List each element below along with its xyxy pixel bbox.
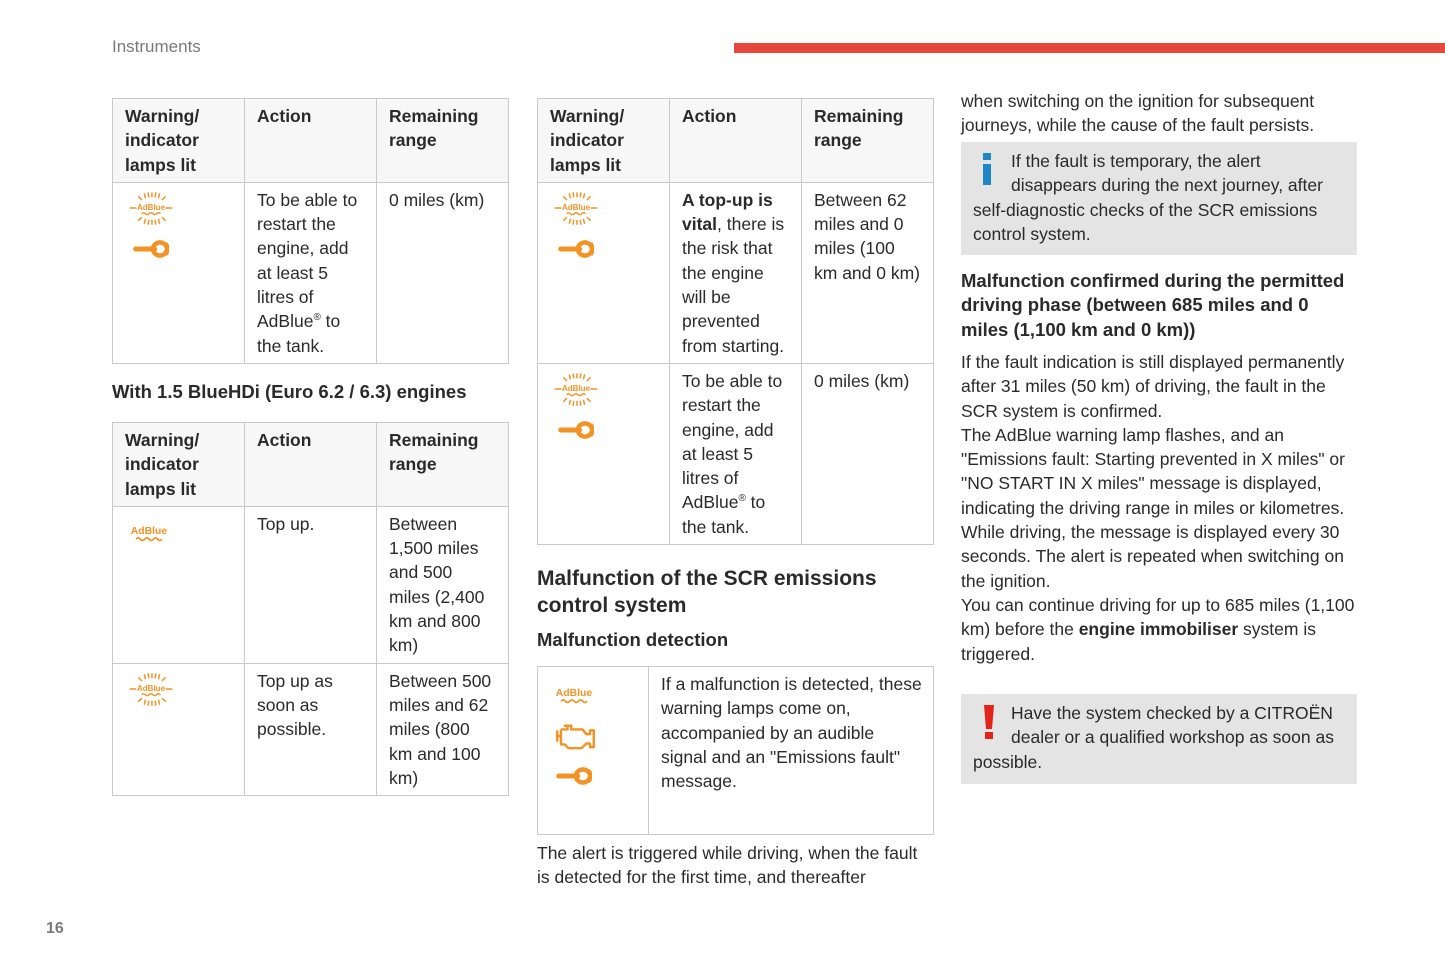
range-cell: Between 1,500 miles and 500 miles (2,400 km and 800 km) bbox=[377, 506, 509, 663]
info-box: If the fault is temporary, the alert disappears during the next journey, after self-diagnostic checks of the SCR emissions control system. bbox=[961, 142, 1357, 255]
adblue-flashing-icon bbox=[127, 673, 175, 707]
continuation-text: when switching on the ignition for subsequent journeys, while the cause of the fault persists. bbox=[961, 91, 1315, 136]
action-cell: To be able to restart the engine, add at least 5 litres of AdBlue® to the tank. bbox=[670, 363, 802, 544]
alert-text: The alert is triggered while driving, when the fault is detected for the first time, and thereafter bbox=[537, 843, 918, 888]
page-number: 16 bbox=[46, 920, 64, 937]
warning-box: Have the system checked by a CITROËN dealer or a qualified workshop as soon as possible. bbox=[961, 694, 1357, 784]
paragraph: The AdBlue warning lamp flashes, and an "Emissions fault: Starting prevented in X miles" or "NO START IN X miles" message is displayed, indicating the driving range in miles or kilometres. bbox=[961, 424, 1345, 518]
lamps-cell bbox=[538, 363, 670, 544]
action-cell: A top-up is vital, there is the risk that the engine will be prevented from starting. bbox=[670, 182, 802, 363]
col-header-action: Action bbox=[245, 423, 377, 507]
wrench-icon bbox=[133, 240, 169, 258]
lamps-cell bbox=[113, 506, 245, 663]
col-header-lamps: Warning/ indicator lamps lit bbox=[113, 99, 245, 183]
range-table-lower-left bbox=[112, 422, 509, 796]
wrench-icon bbox=[556, 767, 592, 785]
col-header-range: Remaining range bbox=[377, 423, 509, 507]
header-accent-bar bbox=[734, 43, 1445, 53]
range-cell: Between 500 miles and 62 miles (800 km and 100 km) bbox=[377, 663, 509, 795]
detection-text-cell: If a malfunction is detected, these warning lamps come on, accompanied by an audible signal and an "Emissions fault" message. bbox=[649, 667, 934, 835]
paragraph: While driving, the message is displayed every 30 seconds. The alert is repeated when switching on the ignition. bbox=[961, 522, 1344, 591]
confirmed-body bbox=[961, 350, 1357, 666]
lamps-cell bbox=[538, 667, 649, 835]
range-cell: 0 miles (km) bbox=[377, 182, 509, 363]
lamps-cell bbox=[538, 182, 670, 363]
confirmed-title: Malfunction confirmed during the permitted driving phase (between 685 miles and 0 miles (1,100 km and 0 km)) bbox=[961, 270, 1345, 340]
section-header: Instruments bbox=[112, 37, 201, 56]
adblue-flashing-icon bbox=[552, 192, 600, 226]
lamps-cell bbox=[113, 182, 245, 363]
info-icon bbox=[973, 149, 1011, 197]
malfunction-title: Malfunction of the SCR emissions control system bbox=[537, 567, 877, 617]
adblue-icon bbox=[552, 683, 596, 709]
detection-table bbox=[537, 666, 934, 835]
action-cell: Top up. bbox=[245, 506, 377, 663]
col-header-range: Remaining range bbox=[802, 99, 934, 183]
euro-engines-subtitle: With 1.5 BlueHDi (Euro 6.2 / 6.3) engines bbox=[112, 381, 467, 402]
col-header-range: Remaining range bbox=[377, 99, 509, 183]
col-header-action: Action bbox=[245, 99, 377, 183]
range-table-upper-left bbox=[112, 98, 509, 364]
action-cell: To be able to restart the engine, add at least 5 litres of AdBlue® to the tank. bbox=[245, 182, 377, 363]
col-header-action: Action bbox=[670, 99, 802, 183]
col-header-lamps: Warning/ indicator lamps lit bbox=[113, 423, 245, 507]
lamps-cell bbox=[113, 663, 245, 795]
detection-title: Malfunction detection bbox=[537, 629, 729, 650]
adblue-flashing-icon bbox=[552, 373, 600, 407]
wrench-icon bbox=[558, 240, 594, 258]
range-table-middle bbox=[537, 98, 934, 545]
action-cell: Top up as soon as possible. bbox=[245, 663, 377, 795]
wrench-icon bbox=[558, 421, 594, 439]
engine-icon bbox=[554, 721, 596, 751]
adblue-flashing-icon bbox=[127, 192, 175, 226]
paragraph: You can continue driving for up to 685 miles (1,100 km) before the engine immobiliser system is triggered. bbox=[961, 594, 1355, 664]
adblue-icon bbox=[127, 521, 171, 547]
col-header-lamps: Warning/ indicator lamps lit bbox=[538, 99, 670, 183]
range-cell: Between 62 miles and 0 miles (100 km and 0 km) bbox=[802, 182, 934, 363]
range-cell: 0 miles (km) bbox=[802, 363, 934, 544]
warning-icon bbox=[973, 701, 1011, 749]
paragraph: If the fault indication is still displayed permanently after 31 miles (50 km) of driving, the fault in the SCR system is confirmed. bbox=[961, 352, 1345, 421]
